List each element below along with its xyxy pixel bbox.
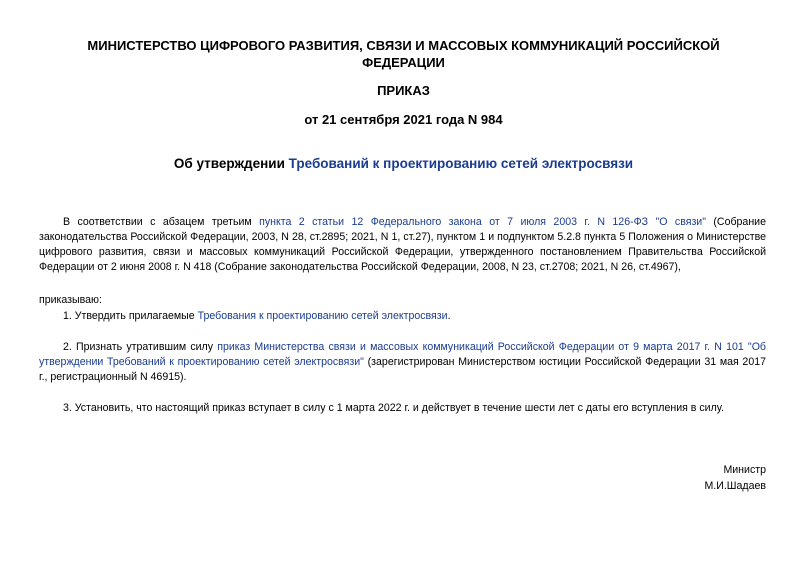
item-2-paragraph xyxy=(39,340,766,385)
item-2-text-2: (зарегистрирован Министерством юстиции Российской Федерации 31 мая 2017 г., регистрационный N 46915). xyxy=(39,356,766,383)
preamble-text-2: (Собрание законодательства Российской Федерации, 2003, N 28, ст.2895; 2021, N 1, ст.27), пунктом 1 и подпунктом 5.2.8 пункта 5 Положения о Министерстве цифрового развития, связи и массовых коммуникаций Российской Федерации, утвержденного постановлением Правительства Российской Федерации от 2 июня 2008 г. N 418 (Собрание законодательства Российской Федерации, 2008, N 23, ст.2708; 2021, N 26, ст.4967), xyxy=(39,216,766,273)
item-3-text: 3. Установить, что настоящий приказ вступает в силу с 1 марта 2022 г. и действует в течение шести лет с даты его вступления в силу. xyxy=(63,402,724,414)
document-date-number: от 21 сентября 2021 года N 984 xyxy=(304,112,503,127)
document-title xyxy=(60,155,747,172)
signer-name: М.И.Шадаев xyxy=(704,480,766,492)
order-word-text: приказываю: xyxy=(39,294,102,306)
item-1-text-1: 1. Утвердить прилагаемые xyxy=(63,310,198,322)
document-type: ПРИКАЗ xyxy=(377,83,430,98)
item-2-text-1: 2. Признать утратившим силу xyxy=(63,341,218,353)
signer-position: Министр xyxy=(723,464,766,476)
preamble-paragraph xyxy=(39,215,766,275)
ministry-heading: МИНИСТЕРСТВО ЦИФРОВОГО РАЗВИТИЯ, СВЯЗИ И МАССОВЫХ КОММУНИКАЦИЙ РОССИЙСКОЙ ФЕДЕРАЦИИ xyxy=(87,38,720,70)
item-1-paragraph xyxy=(39,309,766,324)
item-1-text-2: . xyxy=(447,310,451,322)
repealed-order-link[interactable]: приказ Министерства связи и массовых коммуникаций Российской Федерации от 9 марта 2017 г. N 101 "Об утверждении Требований к проектированию сетей электросвязи" xyxy=(39,341,766,368)
requirements-link[interactable]: Требования к проектированию сетей электросвязи xyxy=(197,310,448,322)
signature-block xyxy=(704,462,766,494)
title-link[interactable]: Требований к проектированию сетей электросвязи xyxy=(288,156,634,171)
title-prefix: Об утверждении xyxy=(173,156,289,171)
law-link[interactable]: пункта 2 статьи 12 Федерального закона от 7 июля 2003 г. N 126-ФЗ "О связи" xyxy=(259,216,706,228)
item-3-paragraph xyxy=(39,401,766,416)
order-word xyxy=(39,293,766,308)
preamble-text-1: В соответствии с абзацем третьим xyxy=(63,216,260,228)
